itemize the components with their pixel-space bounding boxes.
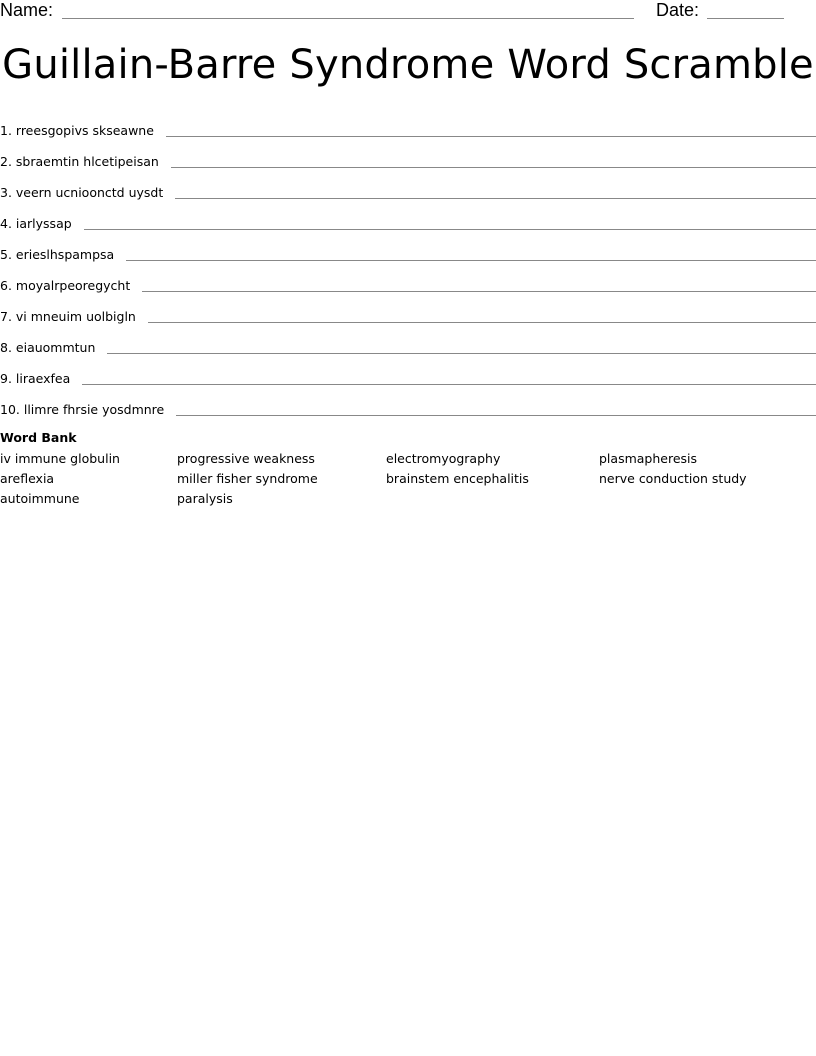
scrambled-word: 3. veern ucnioonctd uysdt <box>0 185 164 200</box>
answer-line[interactable] <box>171 166 816 168</box>
name-blank-line[interactable] <box>62 18 634 19</box>
answer-line[interactable] <box>176 414 816 416</box>
scrambled-word: 6. moyalrpeoregycht <box>0 278 131 293</box>
worksheet-header <box>0 0 816 22</box>
scrambled-word: 8. eiauommtun <box>0 340 96 355</box>
question-row <box>0 360 816 391</box>
scrambled-word: 2. sbraemtin hlcetipeisan <box>0 154 159 169</box>
scrambled-word: 10. llimre fhrsie yosdmnre <box>0 402 165 417</box>
question-row <box>0 143 816 174</box>
word-bank-item: miller fisher syndrome <box>177 471 318 486</box>
answer-line[interactable] <box>175 197 816 199</box>
word-bank-item: progressive weakness <box>177 451 315 466</box>
word-bank-item: autoimmune <box>0 491 80 506</box>
answer-line[interactable] <box>148 321 816 323</box>
answer-line[interactable] <box>126 259 816 261</box>
word-bank-title: Word Bank <box>0 430 77 445</box>
word-bank-grid <box>0 449 816 509</box>
word-bank-item: nerve conduction study <box>599 471 747 486</box>
question-row <box>0 236 816 267</box>
question-row <box>0 205 816 236</box>
question-row <box>0 298 816 329</box>
date-blank-line[interactable] <box>707 18 784 19</box>
question-row <box>0 391 816 422</box>
date-label: Date: <box>656 0 700 20</box>
word-bank-item: brainstem encephalitis <box>386 471 529 486</box>
word-bank <box>0 429 816 509</box>
scramble-question-list <box>0 112 816 422</box>
word-bank-item: paralysis <box>177 491 233 506</box>
answer-line[interactable] <box>107 352 816 354</box>
scrambled-word: 9. liraexfea <box>0 371 71 386</box>
answer-line[interactable] <box>142 290 816 292</box>
name-label: Name: <box>0 0 54 20</box>
question-row <box>0 329 816 360</box>
answer-line[interactable] <box>82 383 816 385</box>
worksheet-title: Guillain-Barre Syndrome Word Scramble <box>2 42 814 88</box>
scrambled-word: 5. erieslhspampsa <box>0 247 115 262</box>
word-bank-item: plasmapheresis <box>599 451 698 466</box>
scrambled-word: 7. vi mneuim uolbigln <box>0 309 136 324</box>
word-bank-item: areflexia <box>0 471 55 486</box>
word-bank-item: iv immune globulin <box>0 451 120 466</box>
scrambled-word: 1. rreesgopivs skseawne <box>0 123 154 138</box>
word-bank-item: electromyography <box>386 451 501 466</box>
question-row <box>0 267 816 298</box>
question-row <box>0 174 816 205</box>
answer-line[interactable] <box>166 135 816 137</box>
question-row <box>0 112 816 143</box>
answer-line[interactable] <box>84 228 816 230</box>
scrambled-word: 4. iarlyssap <box>0 216 72 231</box>
